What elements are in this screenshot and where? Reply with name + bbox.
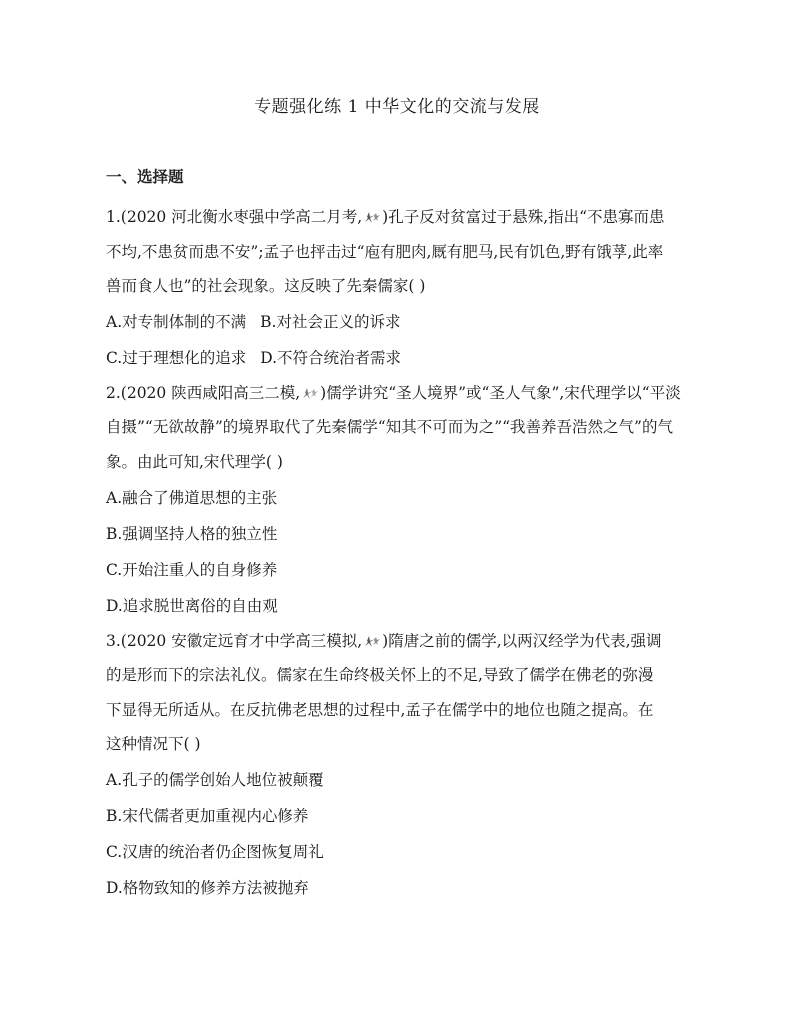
question-1-stem-line-2: 不均,不患贫而患不安”;孟子也抨击过“庖有肥肉,厩有肥马,民有饥色,野有饿莩,此率 xyxy=(106,242,664,261)
question-3-option-a[interactable]: A.孔子的儒学创始人地位被颠覆 xyxy=(106,770,324,789)
question-3-stem-line-3: 下显得无所适从。在反抗佛老思想的过程中,孟子在儒学中的地位也随之提高。在 xyxy=(106,700,654,719)
question-2-text-start: )儒学讲究“圣人境界”或“圣人气象”,宋代理学以“平淡 xyxy=(320,383,681,402)
question-2-source: 2.(2020 陕西咸阳高三二模, xyxy=(106,383,301,402)
question-list xyxy=(106,200,692,906)
difficulty-stars-icon xyxy=(363,210,381,224)
question-1 xyxy=(106,200,692,376)
question-2-stem-line-3: 象。由此可知,宋代理学( ) xyxy=(106,452,283,471)
question-3-stem-line-2: 的是形而下的宗法礼仪。儒家在生命终极关怀上的不足,导致了儒学在佛老的弥漫 xyxy=(106,666,654,685)
question-3-source: 3.(2020 安徽定远育才中学高三模拟, xyxy=(106,631,363,650)
question-2-option-d[interactable]: D.追求脱世离俗的自由观 xyxy=(106,596,278,615)
question-3-stem-line-4: 这种情况下( ) xyxy=(106,735,201,754)
question-1-source: 1.(2020 河北衡水枣强中学高二月考, xyxy=(106,208,363,226)
question-3-option-b[interactable]: B.宋代儒者更加重视内心修养 xyxy=(106,806,309,825)
question-1-options-row-2 xyxy=(106,340,692,376)
question-2-stem-line-2: 自摄”“无欲故静”的境界取代了先秦儒学“知其不可而为之”“我善养吾浩然之气”的气 xyxy=(106,418,673,437)
page-title: 专题强化练 1 中华文化的交流与发展 xyxy=(254,97,540,117)
question-2-option-c[interactable]: C.开始注重人的自身修养 xyxy=(106,560,278,579)
question-2-option-b[interactable]: B.强调坚持人格的独立性 xyxy=(106,524,278,543)
question-1-text-start: )孔子反对贫富过于悬殊,指出“不患寡而患 xyxy=(382,208,665,226)
question-3-stem-line-1 xyxy=(106,624,692,659)
question-3-option-d[interactable]: D.格物致知的修养方法被抛弃 xyxy=(106,878,309,897)
section-heading: 一、选择题 xyxy=(106,168,184,186)
question-1-stem-line-1 xyxy=(106,200,692,235)
question-1-stem-line-3: 兽而食人也”的社会现象。这反映了先秦儒家( ) xyxy=(106,277,426,296)
difficulty-stars-icon xyxy=(363,634,381,648)
question-3-text-start: )隋唐之前的儒学,以两汉经学为代表,强调 xyxy=(382,631,662,650)
question-1-option-d[interactable]: D.不符合统治者需求 xyxy=(260,348,402,367)
question-1-option-a[interactable]: A.对专制体制的不满 xyxy=(106,312,247,331)
question-2 xyxy=(106,376,692,624)
question-3-option-c[interactable]: C.汉唐的统治者仍企图恢复周礼 xyxy=(106,842,324,861)
question-2-stem-line-1 xyxy=(106,376,692,411)
question-1-option-b[interactable]: B.对社会正义的诉求 xyxy=(260,312,401,331)
question-1-option-c[interactable]: C.过于理想化的追求 xyxy=(106,348,247,367)
question-1-options-row-1 xyxy=(106,304,692,340)
question-3 xyxy=(106,624,692,906)
difficulty-stars-icon xyxy=(301,386,319,400)
question-2-option-a[interactable]: A.融合了佛道思想的主张 xyxy=(106,488,278,507)
